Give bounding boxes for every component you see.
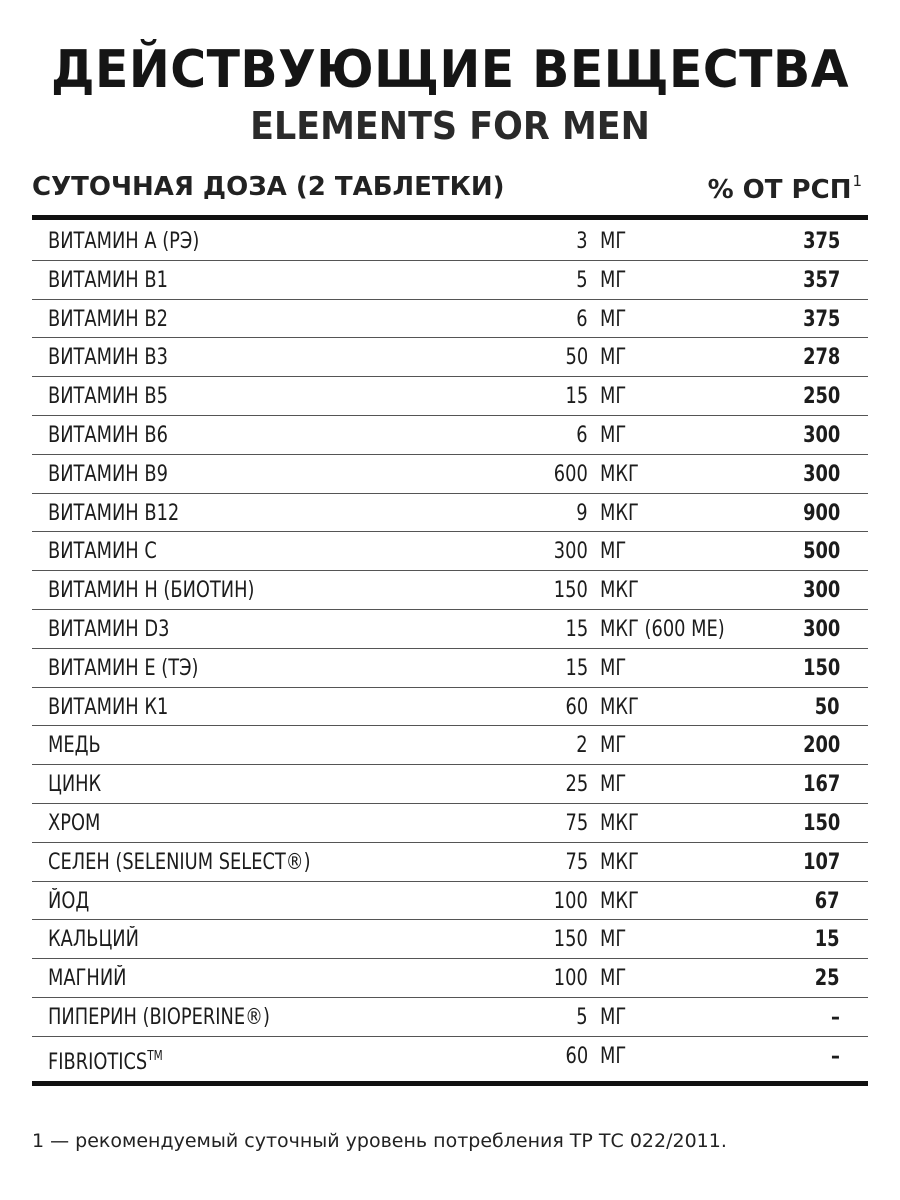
ingredient-name xyxy=(48,617,169,643)
ingredient-name-text: ВИТАМИН D3 xyxy=(48,616,170,642)
table-row xyxy=(32,300,868,339)
ingredient-name xyxy=(48,345,168,371)
ingredient-name xyxy=(48,268,168,294)
ingredient-percent: 15 xyxy=(815,927,840,953)
ingredient-percent: 300 xyxy=(802,616,840,642)
table-row xyxy=(32,222,868,261)
ingredient-unit: МКГ xyxy=(600,500,639,526)
ingredient-unit: МГ xyxy=(600,966,627,992)
ingredient-amount: 15 xyxy=(565,384,588,410)
column-header-percent-label: % ОТ РСП xyxy=(707,175,852,205)
ingredient-name-text: ВИТАМИН Н (БИОТИН) xyxy=(48,578,255,604)
table-row xyxy=(32,338,868,377)
ingredient-amount: 75 xyxy=(565,849,588,875)
ingredient-name xyxy=(48,772,101,798)
ingredient-percent: 200 xyxy=(802,733,840,759)
ingredient-unit: МКГ xyxy=(600,888,639,914)
table-row xyxy=(32,920,868,959)
ingredient-name xyxy=(48,695,168,721)
ingredient-percent: 375 xyxy=(802,229,840,254)
ingredient-percent: 67 xyxy=(815,888,840,914)
ingredient-name xyxy=(48,850,311,876)
ingredient-amount: 6 xyxy=(576,422,588,448)
table-row xyxy=(32,571,868,610)
ingredient-name-text: FIBRIOTICS xyxy=(48,1049,148,1075)
ingredient-percent: – xyxy=(831,1004,840,1030)
ingredient-unit: МГ xyxy=(600,345,627,371)
table-row xyxy=(32,765,868,804)
table-row xyxy=(32,882,868,921)
ingredient-percent: – xyxy=(831,1043,840,1069)
column-header-percent xyxy=(708,172,862,205)
table-row xyxy=(32,261,868,300)
ingredient-percent: 150 xyxy=(802,810,840,836)
ingredient-unit: МГ xyxy=(600,267,627,293)
ingredient-name-text: ВИТАМИН Е (ТЭ) xyxy=(48,655,199,681)
ingredient-unit: МКГ xyxy=(600,849,639,875)
ingredient-amount: 2 xyxy=(576,733,588,759)
ingredient-unit: МГ xyxy=(600,539,627,565)
ingredient-unit: МГ xyxy=(600,772,627,798)
ingredient-unit: МГ xyxy=(600,655,627,681)
ingredient-name xyxy=(48,229,199,255)
table-row xyxy=(32,1037,868,1076)
ingredient-amount: 9 xyxy=(576,500,588,526)
ingredient-name xyxy=(48,927,139,953)
ingredient-name xyxy=(48,578,254,604)
ingredient-name xyxy=(48,656,198,682)
ingredient-percent: 250 xyxy=(802,384,840,410)
ingredient-percent: 25 xyxy=(815,966,840,992)
table-row xyxy=(32,494,868,533)
ingredient-amount: 150 xyxy=(553,927,588,953)
ingredient-name xyxy=(48,966,126,992)
ingredient-unit: МКГ xyxy=(600,578,639,604)
ingredient-name-text: МАГНИЙ xyxy=(48,966,127,992)
ingredient-name-text: ЙОД xyxy=(48,888,90,914)
ingredient-name xyxy=(48,733,101,759)
ingredient-amount: 100 xyxy=(553,888,588,914)
ingredient-amount: 3 xyxy=(576,229,588,254)
ingredient-name-text: ЦИНК xyxy=(48,772,102,798)
ingredient-amount: 5 xyxy=(576,267,588,293)
table-row xyxy=(32,804,868,843)
ingredient-amount: 5 xyxy=(576,1004,588,1030)
table-row xyxy=(32,688,868,727)
trademark-mark: TM xyxy=(147,1048,163,1064)
ingredient-name-text: КАЛЬЦИЙ xyxy=(48,927,139,953)
ingredient-name-text: ХРОМ xyxy=(48,810,101,836)
ingredient-unit: МГ xyxy=(600,422,627,448)
ingredient-name xyxy=(48,501,179,527)
table-row xyxy=(32,377,868,416)
ingredient-unit: МГ xyxy=(600,306,627,332)
table-top-rule xyxy=(32,215,868,220)
footnote: 1 — рекомендуемый суточный уровень потребления ТР ТС 022/2011. xyxy=(32,1130,727,1152)
table-row xyxy=(32,455,868,494)
ingredient-name xyxy=(48,1044,163,1076)
table-row xyxy=(32,649,868,688)
footnote-marker: 1 xyxy=(852,172,862,190)
ingredient-amount: 60 xyxy=(565,1043,588,1069)
ingredient-name xyxy=(48,462,168,488)
ingredient-unit: МГ xyxy=(600,733,627,759)
table-row xyxy=(32,843,868,882)
ingredient-name xyxy=(48,889,89,915)
ingredient-amount: 600 xyxy=(553,461,588,487)
ingredient-amount: 25 xyxy=(565,772,588,798)
ingredient-amount: 100 xyxy=(553,966,588,992)
ingredient-percent: 300 xyxy=(802,422,840,448)
ingredient-unit: МКГ xyxy=(600,810,639,836)
ingredient-amount: 6 xyxy=(576,306,588,332)
table-row xyxy=(32,532,868,571)
ingredient-name xyxy=(48,384,168,410)
table-header xyxy=(32,172,868,212)
ingredient-name-text: ВИТАМИН В2 xyxy=(48,306,168,332)
ingredient-unit: МГ xyxy=(600,384,627,410)
page-subtitle: ELEMENTS FOR MEN xyxy=(250,104,650,148)
ingredient-amount: 300 xyxy=(553,539,588,565)
ingredient-unit: МКГ xyxy=(600,694,639,720)
ingredient-name-text: ВИТАМИН К1 xyxy=(48,694,169,720)
ingredient-amount: 15 xyxy=(565,655,588,681)
ingredient-name-text: ВИТАМИН А (РЭ) xyxy=(48,229,200,254)
ingredient-name-text: ПИПЕРИН (BIOPERINE®) xyxy=(48,1004,270,1030)
ingredient-amount: 60 xyxy=(565,694,588,720)
ingredient-name-text: ВИТАМИН В9 xyxy=(48,461,168,487)
ingredient-percent: 900 xyxy=(802,500,840,526)
ingredient-name-text: ВИТАМИН В6 xyxy=(48,422,168,448)
ingredient-name-text: ВИТАМИН В3 xyxy=(48,345,168,371)
ingredient-percent: 107 xyxy=(802,849,840,875)
ingredient-percent: 167 xyxy=(802,772,840,798)
ingredient-unit: МГ xyxy=(600,1043,627,1069)
ingredient-name-text: МЕДЬ xyxy=(48,733,101,759)
ingredient-percent: 278 xyxy=(802,345,840,371)
table-row xyxy=(32,998,868,1037)
table-row xyxy=(32,416,868,455)
ingredient-name-text: ВИТАМИН С xyxy=(48,539,157,565)
ingredient-unit: МКГ (600 МЕ) xyxy=(600,616,725,642)
table-bottom-rule xyxy=(32,1081,868,1086)
ingredient-unit: МГ xyxy=(600,927,627,953)
ingredient-amount: 15 xyxy=(565,616,588,642)
ingredient-name xyxy=(48,423,168,449)
ingredient-percent: 357 xyxy=(802,267,840,293)
ingredient-percent: 300 xyxy=(802,578,840,604)
ingredient-name xyxy=(48,307,168,333)
ingredient-percent: 500 xyxy=(802,539,840,565)
ingredient-percent: 375 xyxy=(802,306,840,332)
page-title: ДЕЙСТВУЮЩИЕ ВЕЩЕСТВА xyxy=(50,40,850,100)
table-row xyxy=(32,726,868,765)
ingredient-name xyxy=(48,539,157,565)
ingredient-amount: 150 xyxy=(553,578,588,604)
ingredient-amount: 50 xyxy=(565,345,588,371)
ingredient-percent: 150 xyxy=(802,655,840,681)
ingredient-name xyxy=(48,811,100,837)
ingredient-name-text: СЕЛЕН (SELENIUM SELECT®) xyxy=(48,849,311,875)
ingredient-unit: МГ xyxy=(600,1004,627,1030)
table-row xyxy=(32,610,868,649)
ingredient-unit: МКГ xyxy=(600,461,639,487)
table-row xyxy=(32,959,868,998)
ingredient-name-text: ВИТАМИН В1 xyxy=(48,267,168,293)
ingredients-table xyxy=(32,222,868,1076)
column-header-dose: СУТОЧНАЯ ДОЗА (2 ТАБЛЕТКИ) xyxy=(32,172,505,202)
ingredient-percent: 50 xyxy=(815,694,840,720)
ingredient-name xyxy=(48,1005,270,1031)
ingredient-name-text: ВИТАМИН В12 xyxy=(48,500,180,526)
ingredient-percent: 300 xyxy=(802,461,840,487)
ingredient-amount: 75 xyxy=(565,810,588,836)
ingredient-unit: МГ xyxy=(600,229,627,254)
ingredient-name-text: ВИТАМИН В5 xyxy=(48,384,168,410)
